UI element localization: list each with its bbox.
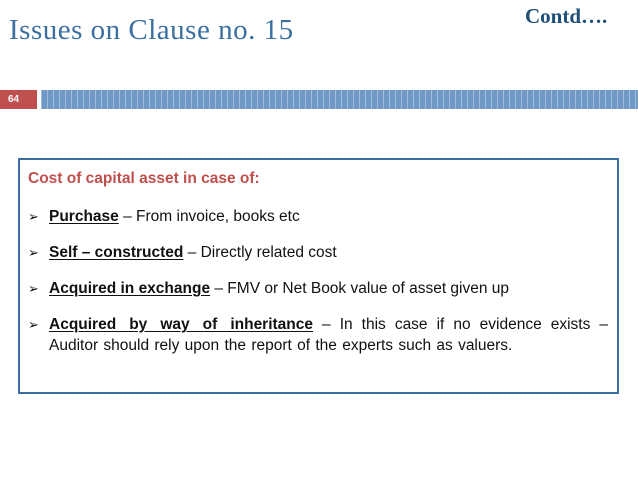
item-desc: – Directly related cost bbox=[183, 244, 337, 261]
item-desc: – In this case if no evidence exists – Auditor should rely upon the report of the experts such as valuers. bbox=[49, 316, 608, 354]
item-term: Self – constructed bbox=[49, 244, 184, 261]
arrow-bullet-icon: ➢ bbox=[28, 317, 39, 332]
list-item bbox=[28, 278, 608, 299]
bullet-list bbox=[28, 206, 608, 371]
list-item bbox=[28, 242, 608, 263]
box-heading: Cost of capital asset in case of: bbox=[28, 170, 260, 187]
arrow-bullet-icon: ➢ bbox=[28, 281, 39, 296]
slide-title: Issues on Clause no. 15 bbox=[9, 14, 294, 46]
item-term: Purchase bbox=[49, 208, 119, 225]
item-term: Acquired by way of inheritance bbox=[49, 316, 314, 333]
decorative-bar bbox=[41, 90, 638, 109]
header-bar bbox=[0, 90, 638, 109]
item-desc: – From invoice, books etc bbox=[118, 208, 300, 225]
item-term: Acquired in exchange bbox=[49, 280, 211, 297]
item-desc: – FMV or Net Book value of asset given up bbox=[210, 280, 510, 297]
contd-label: Contd…. bbox=[525, 4, 608, 28]
arrow-bullet-icon: ➢ bbox=[28, 209, 39, 224]
page-number: 64 bbox=[0, 90, 37, 109]
arrow-bullet-icon: ➢ bbox=[28, 245, 39, 260]
list-item bbox=[28, 314, 608, 356]
list-item bbox=[28, 206, 608, 227]
